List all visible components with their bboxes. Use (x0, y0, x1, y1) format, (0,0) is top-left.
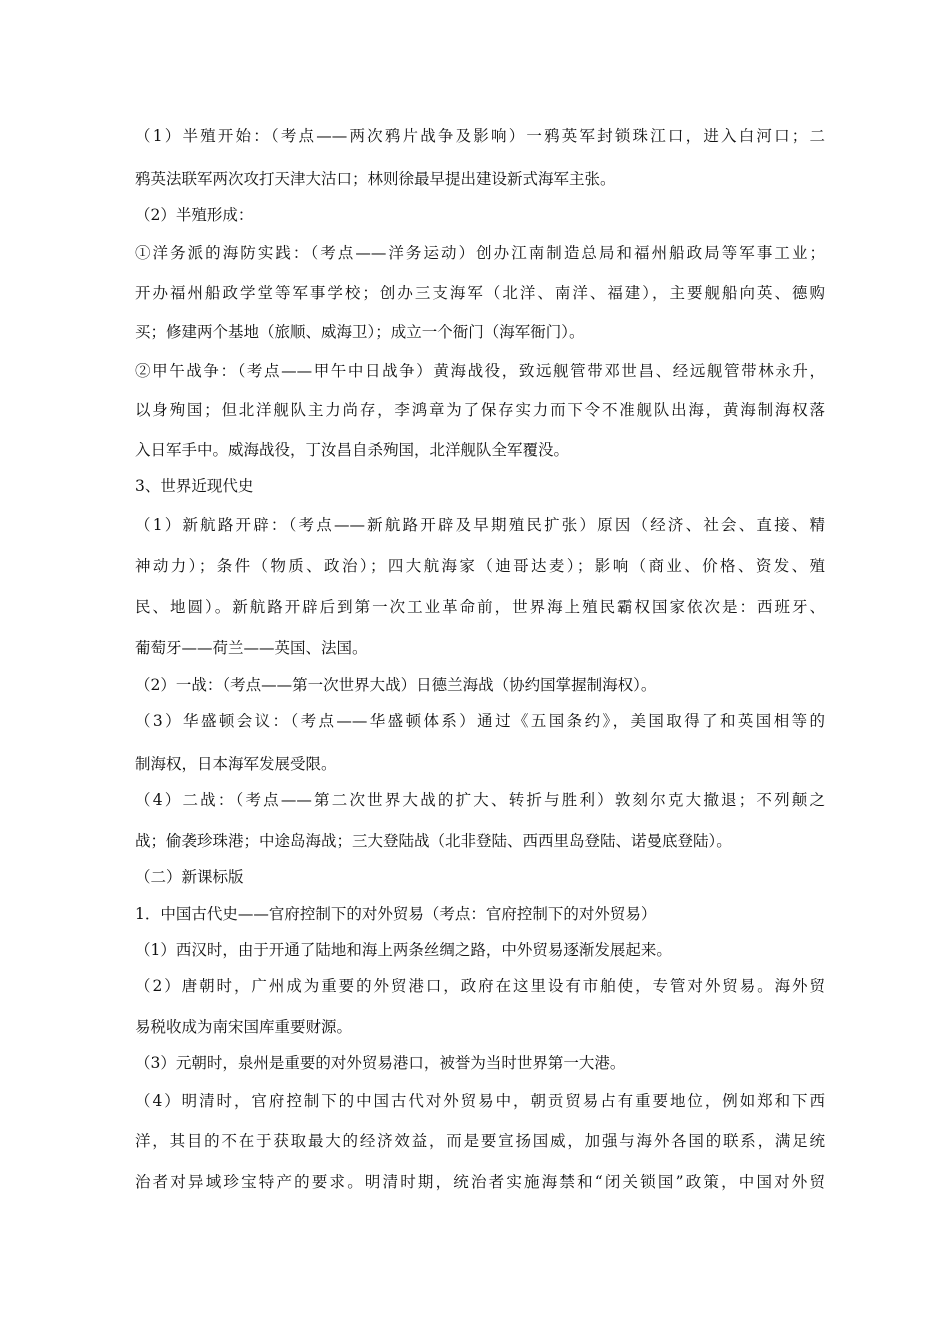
text-line: （2）唐朝时，广州成为重要的外贸港口，政府在这里设有市舶使，专管对外贸易。海外贸 (135, 977, 825, 995)
text-line: 买；修建两个基地（旅顺、威海卫）；成立一个衙门（海军衙门）。 (135, 323, 585, 341)
text-line: 治者对异域珍宝特产的要求。明清时期，统治者实施海禁和“闭关锁国”政策，中国对外贸 (135, 1173, 825, 1191)
text-line: （1）半殖开始：（考点——两次鸦片战争及影响）一鸦英军封锁珠江口，进入白河口；二 (135, 127, 825, 145)
text-line: ①洋务派的海防实践：（考点——洋务运动）创办江南制造总局和福州船政局等军事工业； (135, 244, 825, 262)
text-line: 开办福州船政学堂等军事学校；创办三支海军（北洋、南洋、福建），主要舰船向英、德购 (135, 284, 825, 302)
text-line: 制海权，日本海军发展受限。 (135, 755, 337, 773)
text-line: （3）华盛顿会议：（考点——华盛顿体系）通过《五国条约》，美国取得了和英国相等的 (135, 712, 825, 730)
text-line: （1）西汉时，由于开通了陆地和海上两条丝绸之路，中外贸易逐渐发展起来。 (135, 941, 672, 959)
text-line: 神动力）；条件（物质、政治）；四大航海家（迪哥达麦）；影响（商业、价格、资发、殖 (135, 557, 825, 575)
section-heading: 1．中国古代史——官府控制下的对外贸易（考点：官府控制下的对外贸易） (135, 905, 657, 923)
text-line: 民、地圆）。新航路开辟后到第一次工业革命前，世界海上殖民霸权国家依次是：西班牙、 (135, 598, 825, 616)
text-line: 易税收成为南宋国库重要财源。 (135, 1018, 353, 1036)
text-line: （1）新航路开辟：（考点——新航路开辟及早期殖民扩张）原因（经济、社会、直接、精 (135, 516, 825, 534)
text-line: （4）二战：（考点——第二次世界大战的扩大、转折与胜利）敦刻尔克大撤退；不列颠之 (135, 791, 825, 809)
text-line: （4）明清时，官府控制下的中国古代对外贸易中，朝贡贸易占有重要地位，例如郑和下西 (135, 1092, 825, 1110)
text-line: 以身殉国；但北洋舰队主力尚存，李鸿章为了保存实力而下令不准舰队出海，黄海制海权落 (135, 401, 825, 419)
section-heading: （二）新课标版 (135, 868, 244, 886)
text-line: 战；偷袭珍珠港；中途岛海战；三大登陆战（北非登陆、西西里岛登陆、诺曼底登陆）。 (135, 832, 732, 850)
text-line: 洋，其目的不在于获取最大的经济效益，而是要宣扬国威，加强与海外各国的联系，满足统 (135, 1132, 825, 1150)
text-line: （2）半殖形成： (135, 206, 254, 224)
text-line: 鸦英法联军两次攻打天津大沽口；林则徐最早提出建设新式海军主张。 (135, 170, 616, 188)
section-heading: 3、世界近现代史 (135, 477, 254, 495)
text-line: 葡萄牙——荷兰——英国、法国。 (135, 639, 368, 657)
text-line: （2）一战：（考点——第一次世界大战）日德兰海战（协约国掌握制海权）。 (135, 676, 657, 694)
text-line: 入日军手中。威海战役，丁汝昌自杀殉国，北洋舰队全军覆没。 (135, 441, 570, 459)
text-line: ②甲午战争：（考点——甲午中日战争）黄海战役，致远舰管带邓世昌、经远舰管带林永升， (135, 362, 825, 380)
text-line: （3）元朝时，泉州是重要的对外贸易港口，被誉为当时世界第一大港。 (135, 1054, 626, 1072)
